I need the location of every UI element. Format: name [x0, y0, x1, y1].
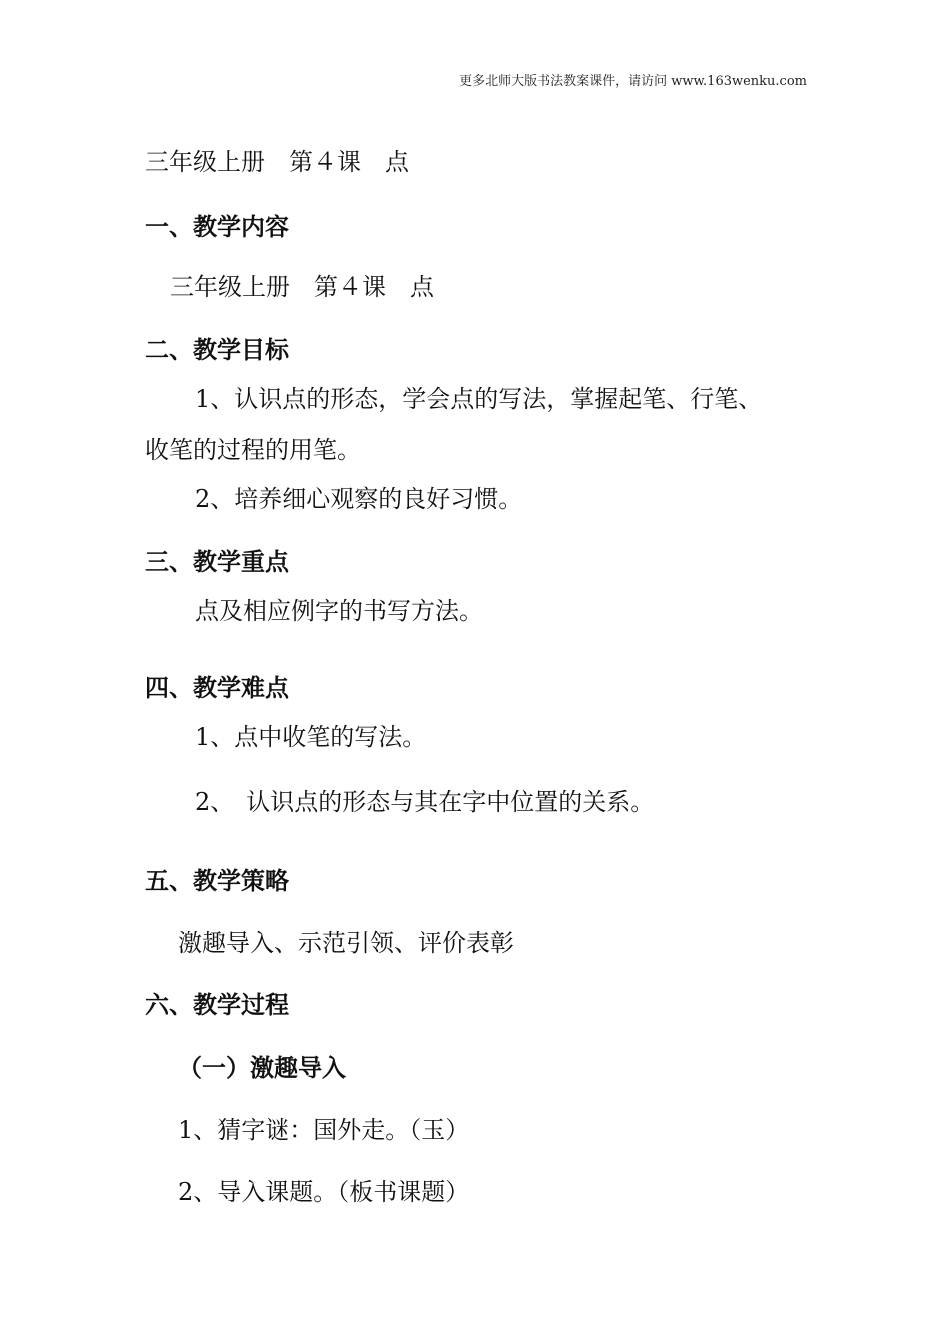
- objective-item-2: 2、培养细心观察的良好习惯。: [195, 485, 523, 513]
- process-subheading-1: （一）激趣导入: [178, 1054, 346, 1082]
- difficulty-item-1: 1、点中收笔的写法。: [195, 723, 427, 751]
- process-item-1: 1、猜字谜：国外走。（玉）: [178, 1116, 470, 1144]
- section-heading-process: 六、教学过程: [145, 991, 289, 1019]
- section-heading-key-points: 三、教学重点: [145, 548, 289, 576]
- document-title: 三年级上册 第４课 点: [145, 148, 409, 176]
- key-points-text: 点及相应例字的书写方法。: [195, 597, 483, 625]
- section-heading-objectives: 二、教学目标: [145, 336, 289, 364]
- page-header: 更多北师大版书法教案课件，请访问 www.163wenku.com: [459, 74, 807, 89]
- process-item-2: 2、导入课题。（板书课题）: [178, 1178, 470, 1206]
- objective-item-1-line-1: 1、认识点的形态，学会点的写法，掌握起笔、行笔、: [195, 385, 763, 413]
- difficulty-item-2: 2、 认识点的形态与其在字中位置的关系。: [195, 788, 655, 816]
- strategy-text: 激趣导入、示范引领、评价表彰: [178, 929, 514, 957]
- section-heading-difficulties: 四、教学难点: [145, 674, 289, 702]
- section-heading-strategy: 五、教学策略: [145, 867, 289, 895]
- section-heading-content: 一、教学内容: [145, 213, 289, 241]
- objective-item-1-line-2: 收笔的过程的用笔。: [145, 436, 361, 464]
- section-content-text: 三年级上册 第４课 点: [170, 273, 434, 301]
